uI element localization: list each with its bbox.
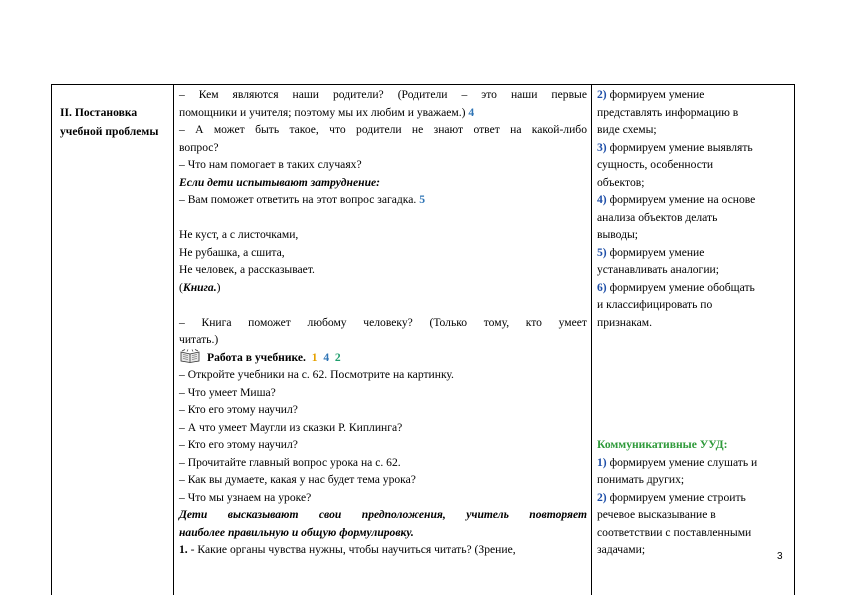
uud-line: сущность, особенности (597, 158, 714, 171)
uud-line: понимать других; (597, 473, 685, 486)
uud-item: 6) формируем умение обобщать (597, 280, 755, 294)
uud-line: выводы; (597, 228, 639, 241)
slide-number: 4 (323, 350, 330, 364)
textbook-work-heading: Работа в учебнике. 1 4 2 (179, 349, 587, 367)
communicative-uud-heading: Коммуникативные УУД: (597, 438, 728, 451)
uud-line: объектов; (597, 175, 645, 189)
uud-item: 5) формируем умение (597, 245, 705, 259)
question-line: – Прочитайте главный вопрос урока на с. 62. (179, 455, 401, 469)
column-divider (591, 85, 592, 595)
question-line: – Как вы думаете, какая у нас будет тема урока? (179, 473, 416, 486)
italic-note: Если дети испытывают затруднение: (179, 175, 381, 189)
uud-line: речевое высказывание в (597, 508, 716, 521)
uud-line: задачами; (597, 543, 646, 556)
uud-cell (597, 86, 793, 559)
uud-item: 3) формируем умение выявлять (597, 140, 753, 154)
question-line: – А что умеет Маугли из сказки Р. Киплинга? (179, 420, 403, 434)
text-line: – Книга поможет любому человеку? (Только тому, кто умеет (179, 315, 587, 329)
uud-item: 2) формируем умение строить (597, 490, 746, 504)
riddle-line: Не человек, а рассказывает. (179, 263, 315, 276)
uud-item: 2) формируем умение (597, 88, 705, 101)
text-line: читать.) (179, 333, 219, 346)
riddle-line: Не рубашка, а сшита, (179, 245, 285, 259)
stage-cell (60, 104, 170, 141)
text-line: вопрос? (179, 140, 219, 154)
uud-line: признакам. (597, 315, 652, 329)
italic-note: наиболее правильную и общую формулировку. (179, 525, 414, 539)
text-line: – Вам поможет ответить на этот вопрос загадка. 5 (179, 193, 425, 206)
question-line: – Что умеет Миша? (179, 385, 276, 399)
uud-line: виде схемы; (597, 123, 657, 136)
stage-title: II. Постановка учебной проблемы (60, 106, 159, 138)
slide-number: 1 (311, 350, 318, 364)
uud-line: представлять информацию в (597, 105, 739, 119)
text-line: – Кем являются наши родители? (Родители – это наши первые (179, 88, 587, 101)
riddle-line: Не куст, а с листочками, (179, 228, 299, 241)
text-line: 1. - Какие органы чувства нужны, чтобы научиться читать? (Зрение, (179, 543, 516, 556)
text-line: помощники и учителя; поэтому мы их любим и уважаем.) 4 (179, 105, 475, 119)
uud-item: 4) формируем умение на основе (597, 193, 756, 206)
book-icon (179, 349, 201, 363)
question-line: – Кто его этому научил? (179, 438, 298, 451)
italic-note: Дети высказывают свои предположения, учитель повторяет (179, 508, 587, 521)
uud-line: устанавливать аналогии; (597, 263, 719, 276)
lesson-table (51, 84, 795, 595)
uud-line: анализа объектов делать (597, 210, 718, 224)
page-number: 3 (777, 551, 783, 562)
uud-line: и классифицировать по (597, 298, 713, 311)
question-line: – Откройте учебники на с. 62. Посмотрите на картинку. (179, 368, 454, 381)
slide-number: 5 (419, 193, 425, 206)
question-line: – Кто его этому научил? (179, 403, 298, 416)
uud-item: 1) формируем умение слушать и (597, 455, 758, 469)
uud-line: соответствии с поставленными (597, 525, 752, 539)
slide-number: 4 (468, 105, 475, 119)
riddle-answer: (Книга.) (179, 280, 221, 294)
text-line: – Что нам помогает в таких случаях? (179, 158, 362, 171)
column-divider (173, 85, 174, 595)
question-line: – Что мы узнаем на уроке? (179, 490, 312, 504)
teacher-activity-cell (179, 86, 587, 559)
slide-number: 2 (334, 350, 341, 364)
text-line: – А может быть такое, что родители не знают ответ на какой-либо (179, 123, 587, 136)
